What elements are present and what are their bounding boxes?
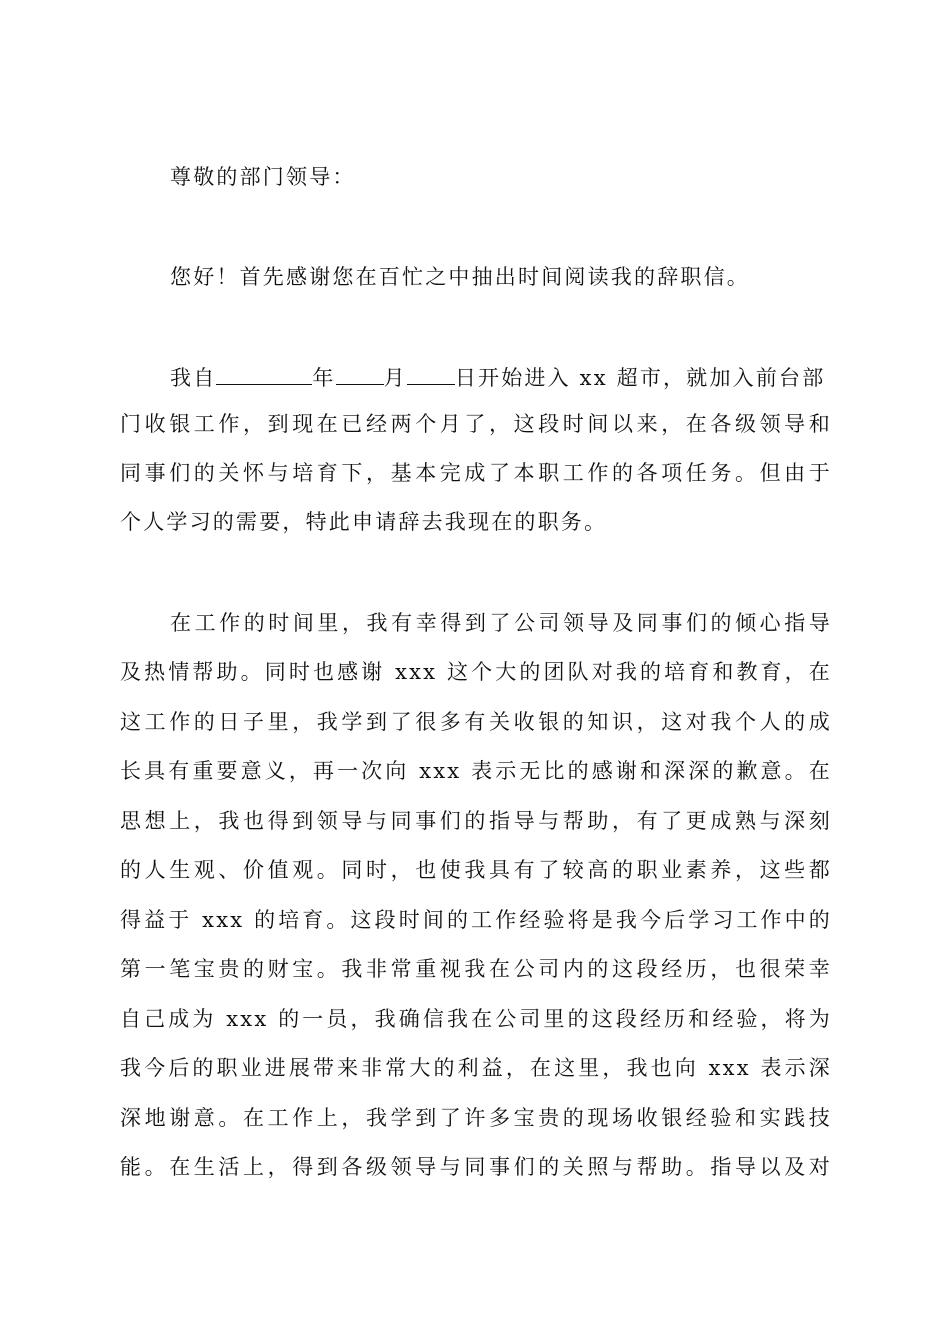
para2-line-8: 第一笔宝贵的财宝。我非常重视我在公司内的这段经历，也很荣幸 <box>120 957 832 981</box>
para2-line-3: 这工作的日子里，我学到了很多有关收银的知识，这对我个人的成 <box>120 710 832 734</box>
para2-line-1: 在工作的时间里，我有幸得到了公司领导及同事们的倾心指导 <box>170 611 832 635</box>
greeting-line: 您好！首先感谢您在百忙之中抽出时间阅读我的辞职信。 <box>170 265 750 289</box>
para1-line-2: 门收银工作，到现在已经两个月了，这段时间以来，在各级领导和 <box>120 412 832 436</box>
para2-line-11: 深地谢意。在工作上，我学到了许多宝贵的现场收银经验和实践技 <box>120 1106 832 1130</box>
para2-line-10: 我今后的职业进展带来非常大的利益，在这里，我也向 xxx 表示深 <box>120 1056 832 1080</box>
para1-line-1 <box>170 364 832 390</box>
letter-page <box>120 0 832 1344</box>
year-label: 年 <box>312 366 336 390</box>
para1-line-4: 个人学习的需要，特此申请辞去我现在的职务。 <box>120 510 608 534</box>
para1-line-3: 同事们的关怀与培育下，基本完成了本职工作的各项任务。但由于 <box>120 461 832 485</box>
day-blank[interactable] <box>407 364 455 385</box>
salutation: 尊敬的部门领导： <box>170 165 356 189</box>
month-label: 月 <box>383 366 407 390</box>
para2-line-12: 能。在生活上，得到各级领导与同事们的关照与帮助。指导以及对 <box>120 1155 832 1179</box>
para2-line-2: 及热情帮助。同时也感谢 xxx 这个大的团队对我的培育和教育，在 <box>120 660 832 684</box>
para2-line-7: 得益于 xxx 的培育。这段时间的工作经验将是我今后学习工作中的 <box>120 908 832 932</box>
para1-prefix: 我自 <box>170 366 217 390</box>
para2-line-6: 的人生观、价值观。同时，也使我具有了较高的职业素养，这些都 <box>120 858 832 882</box>
month-blank[interactable] <box>336 364 384 385</box>
para2-line-5: 思想上，我也得到领导与同事们的指导与帮助，有了更成熟与深刻 <box>120 809 832 833</box>
year-blank[interactable] <box>216 364 312 385</box>
day-label: 日开始进入 xx 超市，就加入前台部 <box>454 366 826 390</box>
para2-line-4: 长具有重要意义，再一次向 xxx 表示无比的感谢和深深的歉意。在 <box>120 759 832 783</box>
para2-line-9: 自己成为 xxx 的一员，我确信我在公司里的这段经历和经验，将为 <box>120 1007 832 1031</box>
